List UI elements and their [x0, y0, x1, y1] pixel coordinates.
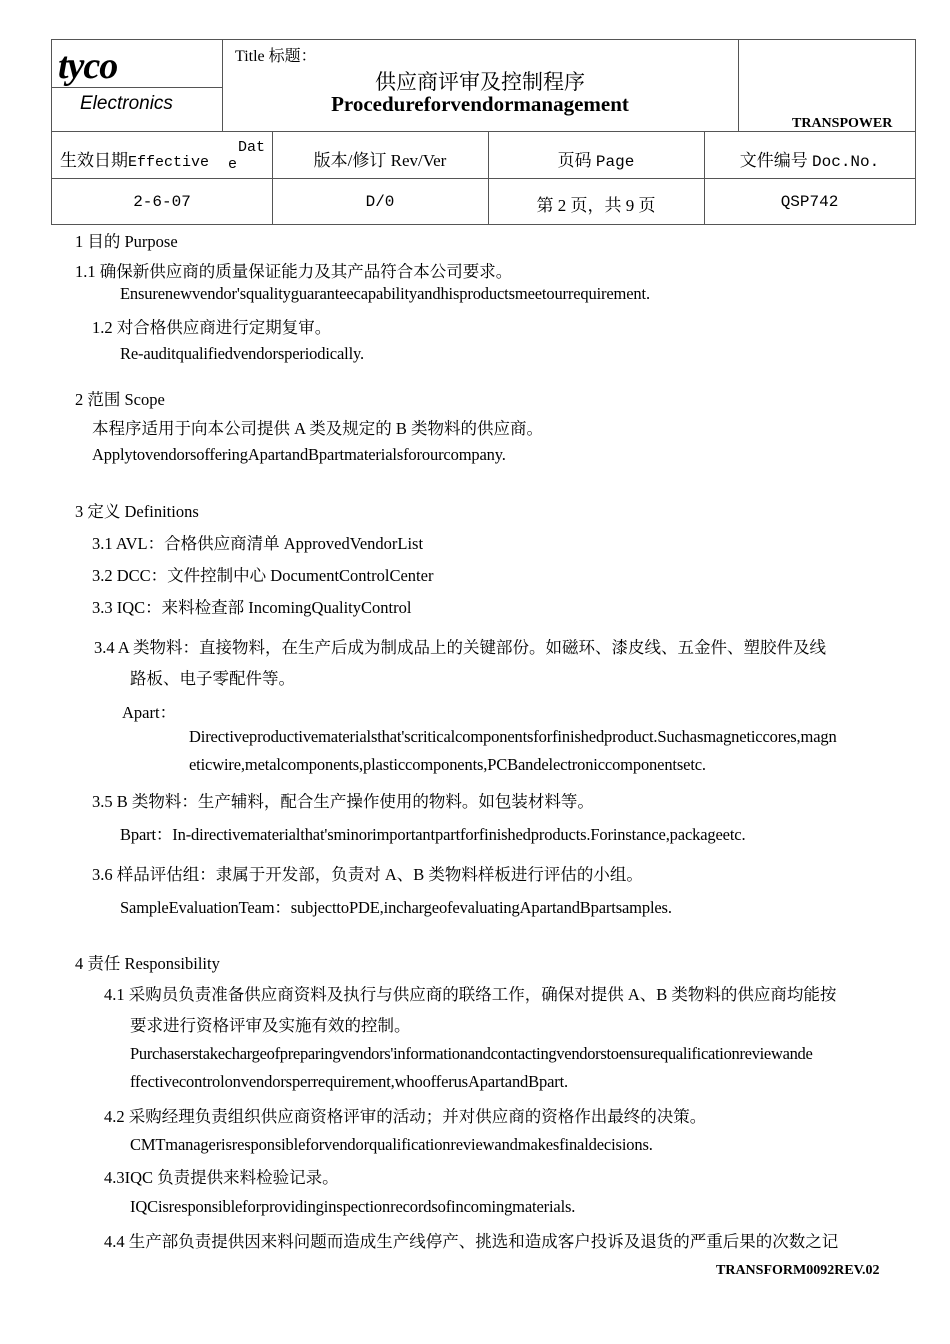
section-3-6-cn: 3.6 样品评估组：隶属于开发部，负责对 A、B 类物料样板进行评估的小组。 [92, 865, 643, 884]
doc-number-value: QSP742 [780, 193, 839, 211]
section-1-1-cn: 1.1 确保新供应商的质量保证能力及其产品符合本公司要求。 [75, 262, 513, 281]
effective-date-value: 2-6-07 [133, 193, 191, 211]
section-3-6-en: SampleEvaluationTeam：subjecttoPDE,inchargeofevaluatingApartandBpartsamples. [120, 898, 672, 917]
section-3-4-en-line1: Directiveproductivematerialsthat'scriticalcomponentsforfinishedproduct.Suchasmagneticcores,magn [189, 727, 837, 746]
version-value: D/0 [365, 193, 395, 211]
section-4-2-en: CMTmanagerisresponsibleforvendorqualificationreviewandmakesfinaldecisions. [130, 1135, 653, 1154]
section-3-5-cn: 3.5 B 类物料：生产辅料，配合生产操作使用的物料。如包装材料等。 [92, 792, 594, 811]
section-4-title: 4 责任 Responsibility [75, 954, 220, 973]
page-value: 第 2 页，共 9 页 [536, 196, 656, 215]
document-header-table [51, 39, 916, 225]
doc-number-label: 文件编号 Doc.No. [739, 151, 880, 171]
section-1-1-en: Ensurenewvendor'squalityguaranteecapabilityandhisproductsmeetourrequirement. [120, 284, 650, 303]
section-4-4-cn: 4.4 生产部负责提供因来料问题而造成生产线停产、挑选和造成客户投诉及退货的严重后果的次数之记 [104, 1232, 839, 1251]
section-3-title: 3 定义 Definitions [75, 502, 199, 521]
section-1-title: 1 目的 Purpose [75, 232, 178, 251]
document-title-en: Procedureforvendormanagement [331, 92, 629, 116]
page-label: 页码 Page [557, 151, 635, 171]
section-2-en: ApplytovendorsofferingApartandBpartmaterialsforourcompany. [92, 445, 506, 464]
effective-date-label-wrap-end: e [228, 156, 238, 173]
section-4-2-cn: 4.2 采购经理负责组织供应商资格评审的活动；并对供应商的资格作出最终的决策。 [104, 1107, 707, 1126]
section-1-2-en: Re-auditqualifiedvendorsperiodically. [120, 344, 365, 363]
section-4-1-cn-line2: 要求进行资格评审及实施有效的控制。 [130, 1016, 411, 1035]
section-3-2: 3.2 DCC：文件控制中心 DocumentControlCenter [92, 566, 434, 585]
section-2-cn: 本程序适用于向本公司提供 A 类及规定的 B 类物料的供应商。 [92, 419, 544, 438]
section-4-1-en-line2: ffectivecontrolonvendorsperrequirement,whoofferusApartandBpart. [130, 1072, 569, 1091]
section-4-3-cn: 4.3IQC 负责提供来料检验记录。 [104, 1168, 339, 1187]
effective-date-label-wrap: Dat [238, 139, 266, 156]
section-3-1: 3.1 AVL：合格供应商清单 ApprovedVendorList [92, 534, 424, 553]
effective-date-label: 生效日期Effective [60, 151, 210, 171]
logo-brand: tyco [58, 45, 118, 87]
logo-subtitle: Electronics [80, 93, 173, 114]
company-name: TRANSPOWER [792, 116, 893, 131]
title-label: Title 标题： [235, 48, 317, 65]
version-label: 版本/修订 Rev/Ver [313, 151, 447, 170]
section-4-3-en: IQCisresponsibleforprovidinginspectionrecordsofincomingmaterials. [130, 1197, 576, 1216]
form-number-footer: TRANSFORM0092REV.02 [716, 1263, 880, 1278]
section-4-1-cn-line1: 4.1 采购员负责准备供应商资料及执行与供应商的联络工作，确保对提供 A、B 类物料的供应商均能按 [104, 985, 837, 1004]
section-4-1-en-line1: Purchaserstakechargeofpreparingvendors'informationandcontactingvendorstoensurequalificationreviewande [130, 1044, 813, 1063]
section-3-5-en: Bpart：In-directivematerialthat'sminorimportantpartforfinishedproducts.Forinstance,packageetc. [120, 825, 746, 844]
section-3-4-en-label: Apart： [122, 703, 177, 722]
section-1-2-cn: 1.2 对合格供应商进行定期复审。 [92, 318, 332, 337]
section-3-3: 3.3 IQC：来料检查部 IncomingQualityControl [92, 598, 412, 617]
section-2-title: 2 范围 Scope [75, 390, 165, 409]
section-3-4-cn-line2: 路板、电子零配件等。 [130, 669, 295, 688]
document-title-cn: 供应商评审及控制程序 [375, 70, 585, 94]
section-3-4-en-line2: eticwire,metalcomponents,plasticcomponents,PCBandelectroniccomponentsetc. [189, 755, 706, 774]
section-3-4-cn-line1: 3.4 A 类物料：直接物料，在生产后成为制成品上的关键部份。如磁环、漆皮线、五金件、塑胶件及线 [94, 638, 826, 657]
